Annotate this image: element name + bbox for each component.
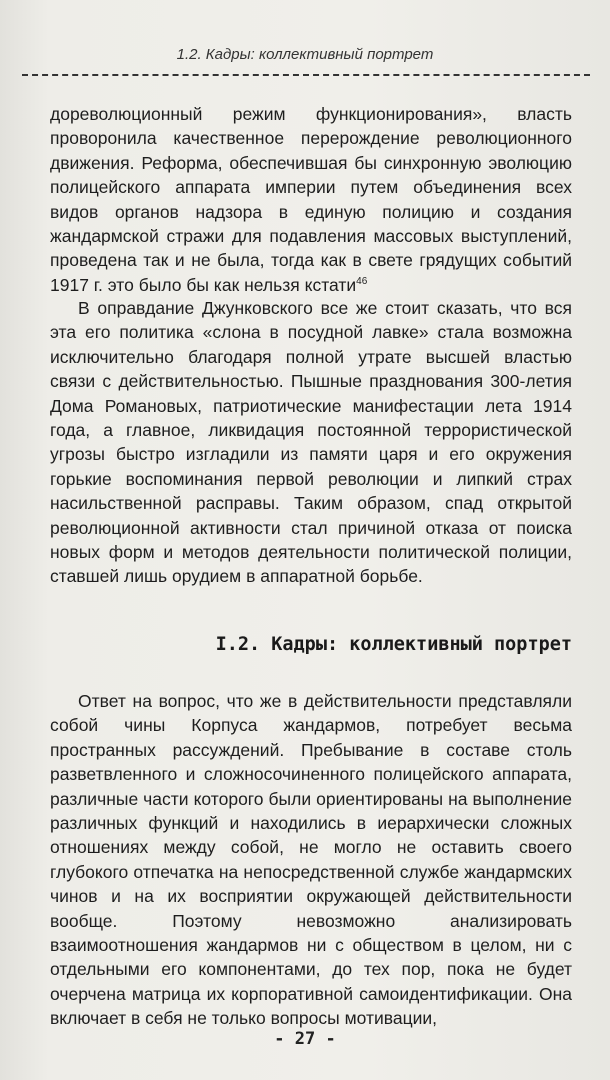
footnote-marker[interactable]: 46: [356, 276, 368, 288]
paragraph-3: Ответ на вопрос, что же в действительности представляли собой чины Корпуса жандармов, потребует весьма пространных рассуждений. Пребывание в составе столь разветвленного и сложносочиненного полицейского аппарата, различные части которого были ориентированы на выполнение различных функций и находились в иерархически сложных отношениях между собой, не могло не оставить своего глубокого отпечатка на непосредственной службе жандармских чинов и на их восприятии окружающей действительности вообще. Поэтому невозможно анализировать взаимоотношения жандармов ни с обществом в целом, ни с отдельными его компонентами, до тех пор, пока не будет очерчена матрица их корпоративной самоидентификации. Она включает в себя не только вопросы мотивации,: [50, 691, 572, 1029]
paragraph-1: [50, 102, 572, 297]
running-head: 1.2. Кадры: коллективный портрет: [176, 46, 434, 63]
page-number: - 27 -: [274, 1029, 336, 1049]
paragraph-2: В оправдание Джунковского все же стоит сказать, что вся эта его политика «слона в посудной лавке» стала возможна исключительно благодаря полной утрате высшей властью связи с действительностью. Пышные празднования 300-летия Дома Романовых, патриотические манифестации лета 1914 года, а главное, ликвидация постоянной террористической угрозы быстро изгладили из памяти царя и его окружения горькие воспоминания первой революции и липкий страх насильственной расправы. Таким образом, спад открытой революционной активности стал причиной отказа от поиска новых форм и методов деятельности политической полиции, ставшей лишь орудием в аппаратной борьбе.: [50, 298, 572, 587]
section-heading: I.2. Кадры: коллективный портрет: [215, 634, 572, 655]
header-divider: [22, 74, 590, 76]
paragraph-1-text: дореволюционный режим функционирования», власть проворонила качественное перерождение революционного движения. Реформа, обеспечившая бы синхронную эволюцию полицейского аппарата империи путем объединения всех видов органов надзора в единую полицию и создания жандармской стражи для подавления массовых выступлений, проведена так и не была, тогда как в свете грядущих событий 1917 г. это было бы как нельзя кстати: [50, 104, 572, 295]
